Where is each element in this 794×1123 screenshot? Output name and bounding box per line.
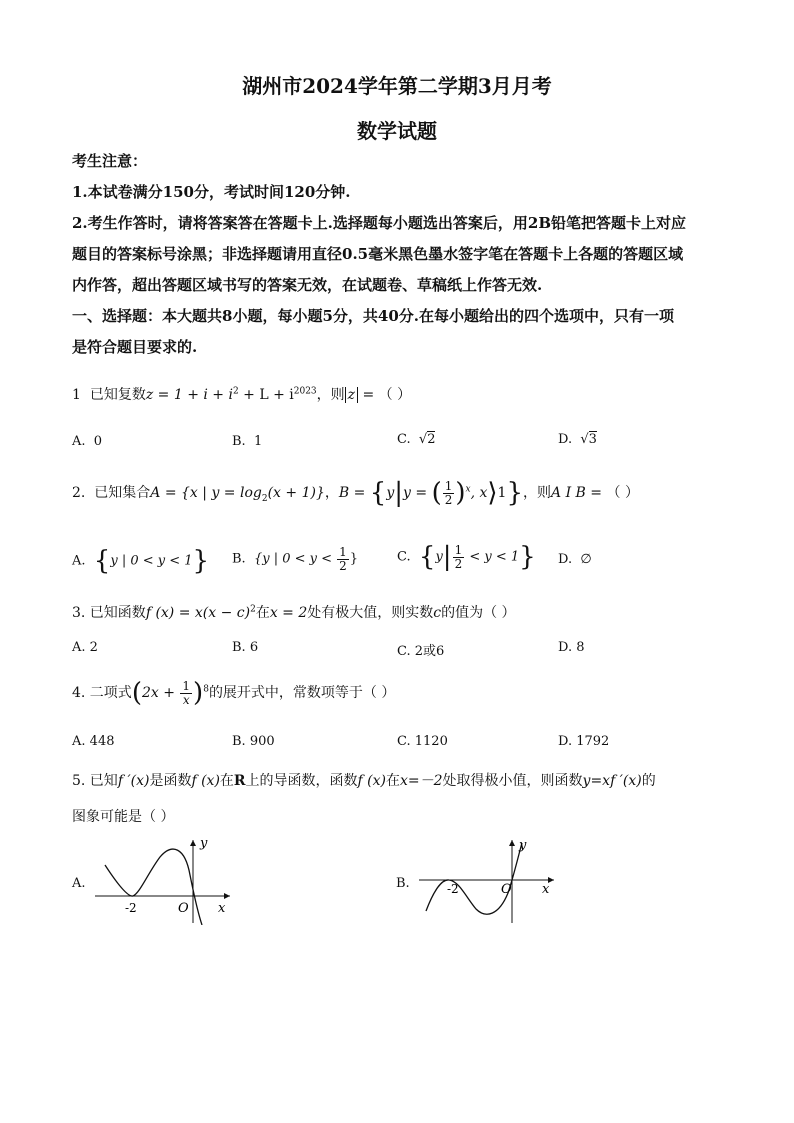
x-axis-arrow-icon: [224, 893, 230, 899]
math-exponent: 2: [232, 386, 239, 397]
set-b: y: [386, 485, 395, 501]
option-label: C.: [397, 734, 411, 749]
math-expr: R: [233, 773, 246, 789]
option-label: D.: [558, 432, 573, 447]
option-label: A.: [72, 434, 86, 449]
option-label: C.: [397, 549, 411, 565]
x-label: x: [218, 901, 226, 916]
math-expr: f ′(x): [117, 773, 150, 789]
origin-label: O: [178, 901, 189, 916]
question-text: 在: [386, 773, 400, 789]
set-a: A = {x | y = log: [150, 485, 262, 501]
math-expr: f (x): [357, 773, 386, 789]
option-value: y | 0 < y < 1: [110, 553, 193, 569]
question-2: 2. 已知集合A = {x | $y = \log_2(x + 1)$}，B = {y|y = ( $\frac{1}{2}$ )$^x$, x⟩1}，则A I B = （ ）: [72, 478, 639, 508]
option-label: B.: [232, 551, 246, 567]
option-value: 448: [89, 734, 115, 749]
y-label: y: [200, 836, 208, 851]
option-label: C.: [397, 432, 411, 447]
math-exponent: 2023: [293, 386, 317, 397]
question-3: [72, 602, 516, 622]
punctuation: ，: [324, 485, 339, 501]
math-expr: 2x +: [141, 685, 180, 701]
option-value: 2: [89, 640, 98, 655]
x-label: x: [542, 882, 550, 897]
question-text: = （ ）: [358, 387, 412, 403]
tick-label: -2: [447, 882, 459, 896]
question-number: 1: [72, 387, 81, 403]
option-label: A.: [72, 553, 86, 569]
question-number: 2: [72, 485, 81, 501]
set-b: , x: [470, 485, 488, 501]
question-text: 处取得极小值，则函数: [442, 773, 583, 789]
notice-heading: 考生注意：: [72, 152, 148, 170]
math-exponent: 2: [250, 604, 256, 615]
option-label: A.: [72, 734, 86, 749]
option-value: < y < 1: [465, 549, 520, 565]
question-text: 已知集合: [94, 485, 151, 501]
question-5-line-2: 图象可能是（ ）: [72, 809, 175, 825]
q4-option-b: [232, 734, 275, 749]
set-b: 1: [497, 485, 507, 501]
q3-option-c: [397, 640, 444, 659]
q4-option-d: [558, 734, 609, 749]
math-expr: c: [433, 605, 442, 621]
y-axis-arrow-icon: [190, 840, 196, 846]
q3-option-a: [72, 640, 98, 655]
option-label: B.: [232, 734, 246, 749]
question-text: 的值为（ ）: [441, 605, 516, 621]
graph-a-label: A.: [72, 876, 86, 891]
q3-option-d: [558, 640, 585, 655]
intersection-expr: A I B: [551, 485, 586, 501]
option-value: 8: [576, 640, 585, 655]
notice-item-1: 1.本试卷满分150分，考试时间120分钟.: [72, 183, 351, 201]
graph-b-label: B.: [396, 876, 410, 891]
q2-option-b: [232, 546, 358, 572]
q2-option-c: C. {y| $\frac{1}{2}$ < y < 1}: [397, 542, 536, 572]
math-expr: f (x) = x(x − c): [145, 605, 251, 621]
fraction-half: $\frac{1}{2}$: [444, 478, 453, 507]
notice-item-2-line-2: 题目的答案标号涂黑；非选择题请用直径0.5毫米黑色墨水签字笔在答题卡上各题的答题区域: [72, 245, 684, 263]
curve-b: [426, 843, 522, 914]
option-value: 1: [253, 434, 263, 449]
q2-option-d: [558, 552, 592, 567]
question-text: ，则: [316, 387, 345, 403]
option-value: {y | 0 < y <: [253, 551, 337, 567]
q4-option-c: [397, 734, 448, 749]
question-text: 在: [219, 773, 234, 789]
question-text: 处有极大值，则实数: [307, 605, 434, 621]
q1-option-d: D. √3: [558, 432, 597, 447]
fraction-half: $\frac{1}{2}$: [454, 542, 463, 571]
notice-item-2-line-1: 2.考生作答时，请将答案答在答题卡上.选择题每小题选出答案后，用2B铅笔把答题卡上对应: [72, 214, 687, 232]
set-b: y =: [403, 485, 432, 501]
section-1-line-1: 一、选择题：本大题共8小题，每小题5分，共40分.在每小题给出的四个选项中，只有一项: [72, 307, 674, 325]
fraction-half: $\frac{1}{2}$: [339, 545, 347, 573]
math-expr: f (x): [191, 773, 220, 789]
option-value: 1792: [576, 734, 610, 749]
option-value: 1120: [414, 734, 448, 749]
option-value: 2: [427, 432, 436, 447]
option-value: 0: [93, 434, 103, 449]
option-label: B.: [232, 640, 246, 655]
y-label: y: [519, 838, 527, 853]
math-expr: x = 2: [269, 605, 308, 621]
question-text: ，则: [523, 485, 552, 501]
q1-option-b: [232, 434, 262, 449]
question-4: 4. 二项式(2x + $\frac{1}{x}$ )$^8$的展开式中，常数项等于（ ）: [72, 678, 396, 708]
option-value: y: [435, 549, 443, 565]
option-value: 2或6: [414, 644, 445, 659]
option-label: D.: [558, 640, 573, 655]
q3-option-b: [232, 640, 258, 655]
tick-label: -2: [125, 901, 137, 915]
math-expr: z = 1 + i + i: [145, 387, 233, 403]
option-value: ∅: [580, 552, 592, 567]
section-1-line-2: 是符合题目要求的.: [72, 338, 198, 356]
question-text: 5. 已知: [72, 773, 118, 789]
page-title: 湖州市2024学年第二学期3月月考: [242, 74, 552, 98]
question-text: 已知复数: [89, 387, 146, 403]
page-subtitle: 数学试题: [357, 119, 437, 143]
graph-b: [414, 835, 564, 925]
question-text: 在: [255, 605, 270, 621]
option-label: D.: [558, 734, 573, 749]
option-value: 6: [249, 640, 259, 655]
math-exponent: x: [465, 484, 471, 495]
math-subscript: 2: [261, 493, 268, 504]
option-value: 3: [588, 432, 597, 447]
math-expr: y=xf ′(x): [582, 773, 642, 789]
option-label: D.: [558, 552, 573, 567]
q4-option-a: [72, 734, 115, 749]
question-1: [72, 384, 411, 404]
question-text: 上的导函数，函数: [245, 773, 358, 789]
question-text: 的展开式中，常数项等于（ ）: [208, 685, 396, 701]
y-axis-arrow-icon: [509, 840, 515, 846]
option-value: }: [349, 551, 359, 567]
option-label: B.: [232, 434, 246, 449]
question-text: 的: [641, 773, 656, 789]
origin-label: O: [501, 882, 512, 897]
fraction: $\frac{1}{x}$: [182, 678, 191, 707]
q2-option-a: A. {y | 0 < y < 1}: [72, 546, 210, 576]
question-text: = （ ）: [585, 485, 639, 501]
math-expr: + L + i: [238, 387, 294, 403]
question-text: 是函数: [149, 773, 192, 789]
question-text: 4. 二项式: [72, 685, 132, 701]
question-text: 3. 已知函数: [72, 605, 146, 621]
option-label: C.: [397, 644, 411, 659]
notice-item-2-line-3: 内作答，超出答题区域书写的答案无效，在试题卷、草稿纸上作答无效.: [72, 276, 543, 294]
abs-value: z: [345, 387, 358, 403]
math-exponent: 8: [203, 684, 209, 695]
math-expr: x=－2: [400, 773, 443, 789]
option-value: 900: [249, 734, 275, 749]
question-5: [72, 770, 656, 790]
option-label: A.: [72, 640, 86, 655]
set-a: (x + 1)}: [267, 485, 325, 501]
graph-a: [90, 835, 240, 925]
q1-option-a: [72, 434, 102, 449]
set-b: B =: [338, 485, 370, 501]
q1-option-c: C. √2: [397, 432, 436, 447]
